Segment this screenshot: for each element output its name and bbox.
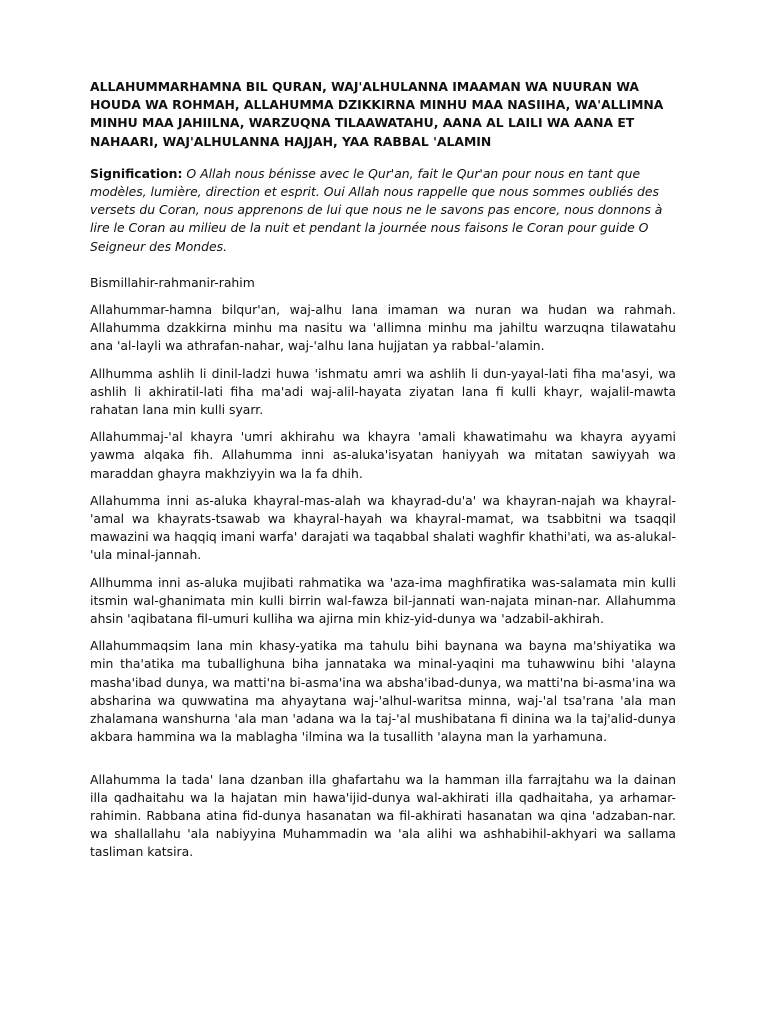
- document-page: [90, 78, 676, 871]
- basmala-line: Bismillahir-rahmanir-rahim: [90, 274, 255, 290]
- signification-text: O Allah nous bénisse avec le Qur'an, fait le Qur'an pour nous en tant que modèles, lumière, direction et esprit. Oui Allah nous rappelle que nous sommes oubliés des versets du Coran, nous apprenons de lui que nous ne le savons pas encore, nous donnons à lire le Coran au milieu de la nuit et pendant la journée nous faisons le Coran pour guide O Seigneur des Mondes.: [90, 165, 663, 254]
- prayer-paragraph-1: Allahummar-hamna bilqur'an, waj-alhu lana imaman wa nuran wa hudan wa rahmah. Allahumma dzakkirna minhu ma nasitu wa 'allimna minhu ma jahiltu warzuqna tilawatahu ana 'al-layli wa athrafan-nahar, waj-'alhu lana hujjatan ya rabbal-'alamin.: [90, 302, 676, 354]
- prayer-paragraph-3: Allahummaj-'al khayra 'umri akhirahu wa khayra 'amali khawatimahu wa khayra ayyami yawma alqaka fih. Allahumma inni as-aluka'isyatan haniyyah wa mitatan sawiyyah wa maraddan ghayra makhziyyin wa la fa dhih.: [90, 429, 676, 481]
- signification-block: [90, 165, 676, 256]
- prayer-paragraph-7: Allahumma la tada' lana dzanban illa ghafartahu wa la hamman illa farrajtahu wa la dainan illa qadhaitahu wa la hajatan min hawa'ijid-dunya wal-akhirati illa qadhaitaha, ya arhamar-rahimin. Rabbana atina fid-dunya hasanatan wa fil-akhirati hasanatan wa qina 'adzaban-nar. wa shallallahu 'ala nabiyyina Muhammadin wa 'ala alihi wa ashhabihil-akhyari wa sallama tasliman katsira.: [90, 771, 676, 860]
- signification-label: Signification:: [90, 165, 183, 181]
- prayer-paragraph-2: Allhumma ashlih li dinil-ladzi huwa 'ishmatu amri wa ashlih li dun-yayal-lati fiha ma'asyi, wa ashlih li akhiratil-lati fiha ma'adi waj-alil-hayata ziyatan lana fi kulli khayr, wajalil-mawta rahatan lana min kulli syarr.: [90, 365, 676, 418]
- prayer-paragraph-4: Allahumma inni as-aluka khayral-mas-alah wa khayrad-du'a' wa khayran-najah wa khayral-'amal wa khayrats-tsawab wa khayral-hayah wa khayral-mamat, wa tsabbitni wa tsaqqil mawazini wa haqqiq imani warfa' darajati wa taqabbal shalati waghfir khathi'ati, wa as-alukal-'ula minal-jannah.: [90, 492, 676, 563]
- document-heading: ALLAHUMMARHAMNA BIL QURAN, WAJ'ALHULANNA IMAAMAN WA NUURAN WA HOUDA WA ROHMAH, ALLAHUMMA DZIKKIRNA MINHU MAA NASIIHA, WA'ALLIMNA MINHU MAA JAHIILNA, WARZUQNA TILAAWATAHU, AANA AL LAILI WA AANA ET NAHAARI, WAJ'ALHULANNA HAJJAH, YAA RABBAL 'ALAMIN: [90, 79, 664, 149]
- prayer-paragraph-5: Allhumma inni as-aluka mujibati rahmatika wa 'aza-ima maghfiratika was-salamata min kulli itsmin wal-ghanimata min kulli birrin wal-fawza bil-jannati wan-najata minan-nar. Allahumma ahsin 'aqibatana fil-umuri kulliha wa ajirna min khiz-yid-dunya wa 'adzabil-akhirah.: [90, 574, 676, 627]
- prayer-paragraph-6: Allahummaqsim lana min khasy-yatika ma tahulu bihi baynana wa bayna ma'shiyatika wa min tha'atika ma tuballighuna biha jannataka wa minal-yaqini ma tuhawwinu bihi 'alayna masha'ibad dunya, wa matti'na bi-asma'ina wa absha'ibad-dunya, wa matti'na bi-asma'ina wa absharina wa quwwatina ma ahyaytana waj-'alhul-waritsa minna, waj-'al tsa'rana 'ala man zhalamana wanshurna 'ala man 'adana wa la taj-'al mushibatana fi dinina wa la taj'alid-dunya akbara hammina wa la mablagha 'ilmina wa la tusallith 'alayna man la yarhamuna.: [90, 638, 676, 745]
